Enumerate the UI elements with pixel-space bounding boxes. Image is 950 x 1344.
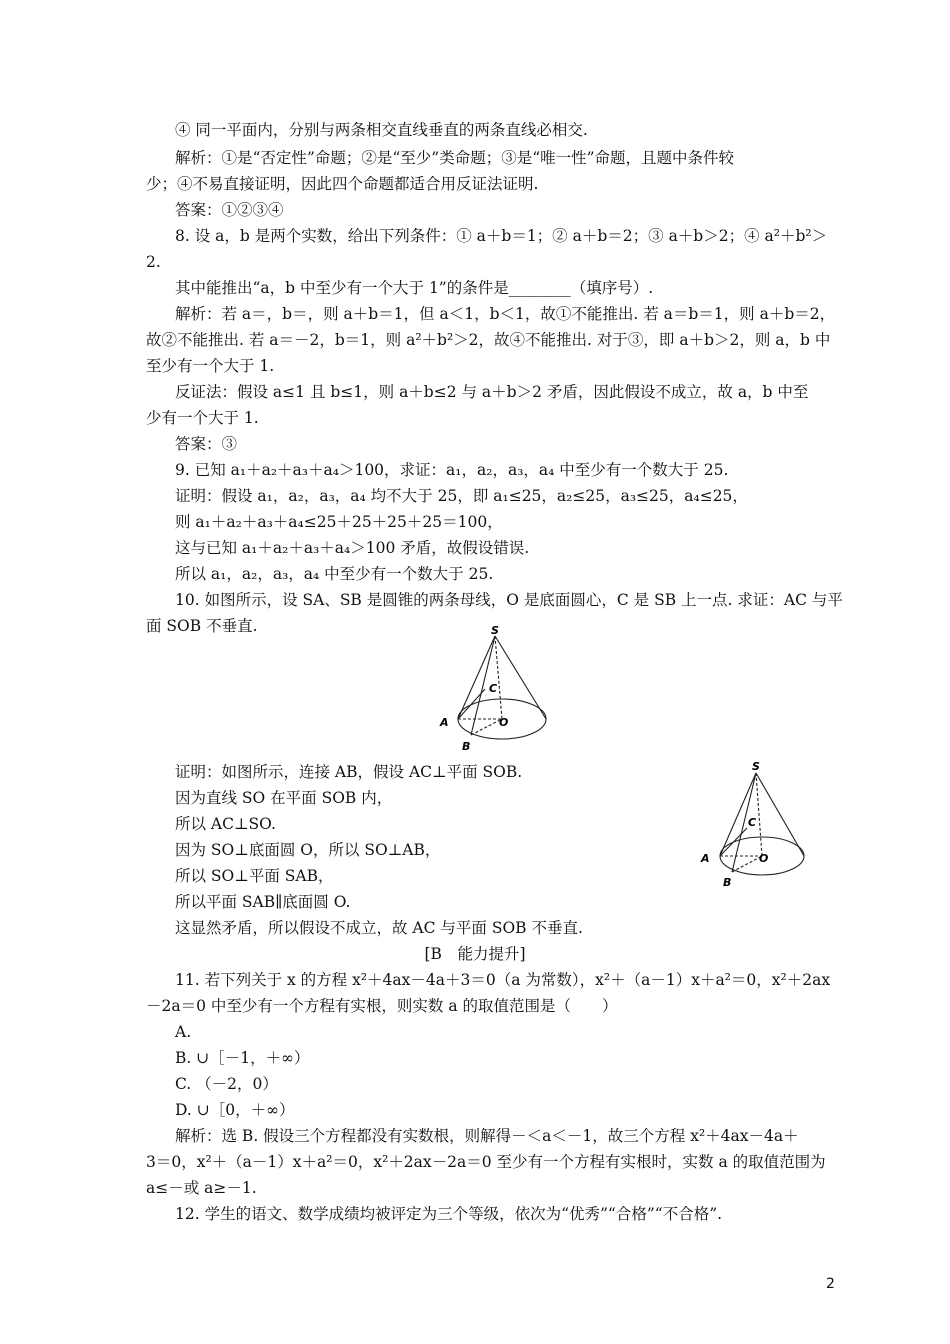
text-line: 解析：选 B. 假设三个方程都没有实数根，则解得－＜a＜－1，故三个方程 x²＋4ax－4a＋ (175, 1127, 799, 1145)
text-line: 8. 设 a，b 是两个实数，给出下列条件：① a＋b＝1；② a＋b＝2；③ a＋b＞2；④ a²＋b²＞ (175, 227, 828, 245)
text-line: 所以 SO⊥平面 SAB， (175, 867, 334, 885)
text-line: 少；④不易直接证明，因此四个命题都适合用反证法证明. (146, 175, 539, 193)
label-C: C (489, 682, 498, 695)
text-line: 少有一个大于 1. (146, 409, 259, 427)
label-B: B (462, 740, 471, 753)
text-line: 因为直线 SO 在平面 SOB 内， (175, 789, 393, 807)
option-d: D. ∪［0，＋∞） (175, 1101, 295, 1119)
label-S: S (491, 624, 499, 637)
text-line: 这与已知 a₁＋a₂＋a₃＋a₄＞100 矛盾，故假设错误. (175, 539, 530, 557)
text-line: 证明：假设 a₁，a₂，a₃，a₄ 均不大于 25，即 a₁≤25，a₂≤25，a₃≤25，a₄≤25， (175, 487, 748, 505)
text-line: 解析：①是“否定性”命题；②是“至少”类命题；③是“唯一性”命题，且题中条件较 (175, 149, 735, 167)
label-S: S (752, 760, 760, 773)
cone-figure-2 (695, 758, 815, 892)
text-line: 这显然矛盾，所以假设不成立，故 AC 与平面 SOB 不垂直. (175, 919, 583, 937)
label-B: B (723, 876, 732, 889)
label-O: O (759, 852, 769, 865)
text-line: 所以 a₁，a₂，a₃，a₄ 中至少有一个数大于 25. (175, 565, 494, 583)
text-line: 答案：③ (175, 435, 238, 453)
text-line: 证明：如图所示，连接 AB，假设 AC⊥平面 SOB. (175, 763, 523, 781)
page-number: 2 (826, 1276, 835, 1292)
label-A: A (701, 852, 710, 865)
text-line: －2a＝0 中至少有一个方程有实根，则实数 a 的取值范围是（ ） (146, 997, 618, 1015)
cone-figure (430, 622, 560, 758)
text-line: ④ 同一平面内，分别与两条相交直线垂直的两条直线必相交. (175, 121, 588, 139)
text-line: 12. 学生的语文、数学成绩均被评定为三个等级，依次为“优秀”“合格”“不合格”. (175, 1205, 723, 1223)
text-line: 9. 已知 a₁＋a₂＋a₃＋a₄＞100，求证：a₁，a₂，a₃，a₄ 中至少有一个数大于 25. (175, 461, 729, 479)
label-A: A (440, 716, 449, 729)
option-a: A. (175, 1023, 192, 1041)
label-C: C (748, 816, 757, 829)
text-line: 反证法：假设 a≤1 且 b≤1，则 a＋b≤2 与 a＋b＞2 矛盾，因此假设不成立，故 a，b 中至 (175, 383, 809, 401)
option-b: B. ∪［－1，＋∞） (175, 1049, 310, 1067)
text-line: 至少有一个大于 1. (146, 357, 275, 375)
option-c: C. （－2，0） (175, 1075, 278, 1093)
text-line: 则 a₁＋a₂＋a₃＋a₄≤25＋25＋25＋25＝100， (175, 513, 503, 531)
text-line: 因为 SO⊥底面圆 O，所以 SO⊥AB， (175, 841, 441, 859)
text-line: 解析：若 a＝，b＝，则 a＋b＝1，但 a＜1，b＜1，故①不能推出. 若 a＝b＝1，则 a＋b＝2， (175, 305, 836, 323)
text-line: 2. (146, 253, 161, 271)
text-line: 其中能推出“a，b 中至少有一个大于 1”的条件是________（填序号）. (175, 279, 654, 297)
text-line: 故②不能推出. 若 a＝－2，b＝1，则 a²＋b²＞2，故④不能推出. 对于③，即 a＋b＞2，则 a，b 中 (146, 331, 831, 349)
label-O: O (499, 716, 509, 729)
text-line: a≤－或 a≥－1. (146, 1179, 257, 1197)
text-line: 所以 AC⊥SO. (175, 815, 276, 833)
text-line: 所以平面 SAB∥底面圆 O. (175, 893, 351, 911)
text-line: 答案：①②③④ (175, 201, 284, 219)
section-heading: [B 能力提升] (424, 945, 526, 963)
text-line: 10. 如图所示，设 SA、SB 是圆锥的两条母线，O 是底面圆心，C 是 SB 上一点. 求证：AC 与平 (175, 591, 843, 609)
text-line: 11. 若下列关于 x 的方程 x²＋4ax－4a＋3＝0（a 为常数），x²＋（a－1）x＋a²＝0，x²＋2ax (175, 971, 831, 989)
text-line: 3＝0，x²＋（a－1）x＋a²＝0，x²＋2ax－2a＝0 至少有一个方程有实根时，实数 a 的取值范围为 (146, 1153, 826, 1171)
text-line: 面 SOB 不垂直. (146, 617, 258, 635)
